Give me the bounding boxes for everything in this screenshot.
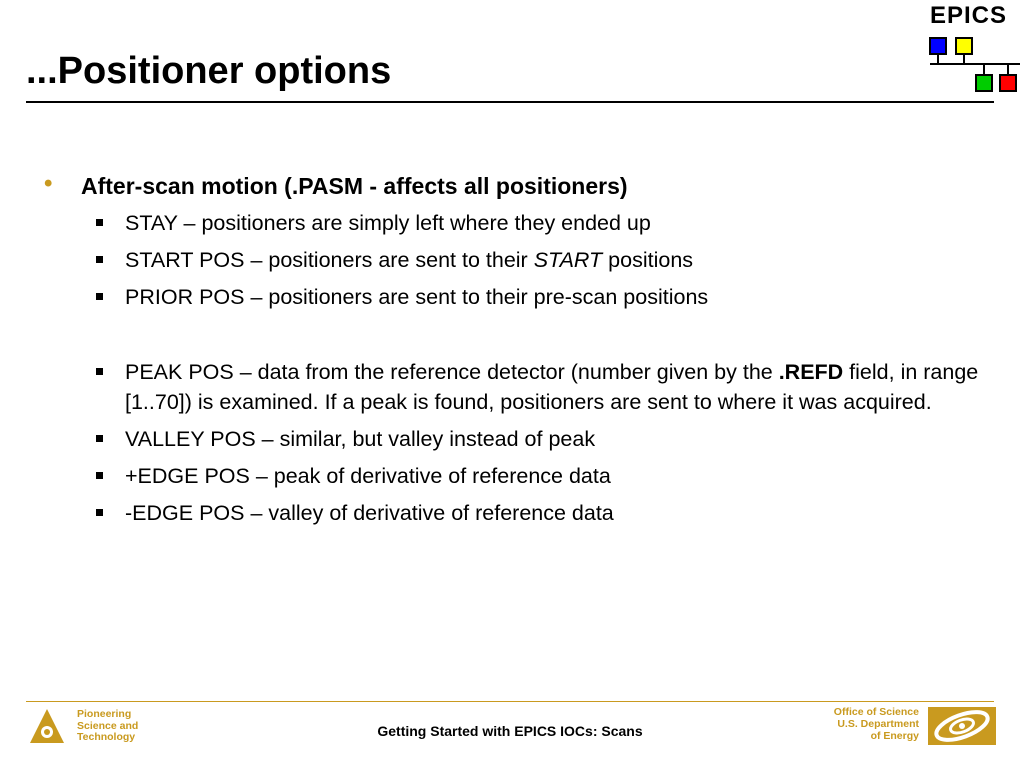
sub-bullet-text-pre: PEAK POS – data from the reference detector (number given by the bbox=[125, 360, 779, 384]
sub-bullet-stay bbox=[44, 208, 985, 238]
footer-left-line: Pioneering bbox=[77, 708, 132, 720]
sub-bullet-text-pre: START POS – positioners are sent to their bbox=[125, 248, 534, 272]
bullet-dot-icon: • bbox=[44, 170, 53, 197]
sub-bullet-text-post: field, in range [1..70]) is examined. If a peak is found, positioners are sent to where it was acquired. bbox=[125, 360, 979, 414]
footer-left-line: Science and bbox=[77, 719, 139, 732]
sub-bullet-valley-pos bbox=[44, 424, 985, 454]
sub-bullet-text: VALLEY POS – similar, but valley instead of peak bbox=[125, 427, 596, 451]
slide-title: ...Positioner options bbox=[26, 50, 392, 92]
sub-bullet-start-pos bbox=[44, 245, 985, 275]
title-divider bbox=[26, 101, 994, 103]
square-bullet-icon bbox=[96, 435, 103, 442]
doe-logo-icon bbox=[928, 707, 996, 745]
epics-logo-icon bbox=[924, 0, 1024, 106]
sub-bullet-text: PRIOR POS – positioners are sent to their pre-scan positions bbox=[125, 285, 709, 309]
sub-bullet-text: -EDGE POS – valley of derivative of reference data bbox=[125, 501, 614, 525]
slide-content bbox=[44, 170, 994, 528]
epics-network-graphic bbox=[924, 0, 1024, 106]
square-bullet-icon bbox=[96, 219, 103, 226]
sub-bullet-peak-pos bbox=[44, 357, 985, 417]
square-bullet-icon bbox=[96, 293, 103, 300]
square-bullet-icon bbox=[96, 368, 103, 375]
sub-bullet-prior-pos bbox=[44, 282, 985, 312]
footer-right-text bbox=[834, 707, 919, 742]
square-bullet-icon bbox=[96, 256, 103, 263]
square-bullet-icon bbox=[96, 472, 103, 479]
square-bullet-icon bbox=[96, 509, 103, 516]
footer-right-line: U.S. Department bbox=[837, 717, 919, 730]
sub-bullet-text-emphasis: START bbox=[533, 248, 603, 272]
sub-bullet-plus-edge-pos bbox=[44, 461, 985, 491]
main-bullet bbox=[44, 170, 994, 202]
sub-bullet-text: STAY – positioners are simply left where they ended up bbox=[125, 211, 651, 235]
sub-bullet-minus-edge-pos bbox=[44, 498, 985, 528]
main-bullet-text: After-scan motion (.PASM - affects all positioners) bbox=[81, 173, 628, 199]
sub-bullet-text: +EDGE POS – peak of derivative of reference data bbox=[125, 464, 611, 488]
footer-divider bbox=[26, 701, 994, 702]
footer-right-line: Office of Science bbox=[833, 706, 919, 718]
sub-bullet-text-strong: .REFD bbox=[778, 360, 844, 384]
epics-logo-text: EPICS bbox=[930, 2, 1008, 29]
footer-right-line: of Energy bbox=[870, 729, 919, 742]
footer-title: Getting Started with EPICS IOCs: Scans bbox=[377, 723, 643, 739]
sub-bullet-text-post: positions bbox=[602, 248, 694, 272]
footer-left-line: Technology bbox=[77, 731, 136, 743]
